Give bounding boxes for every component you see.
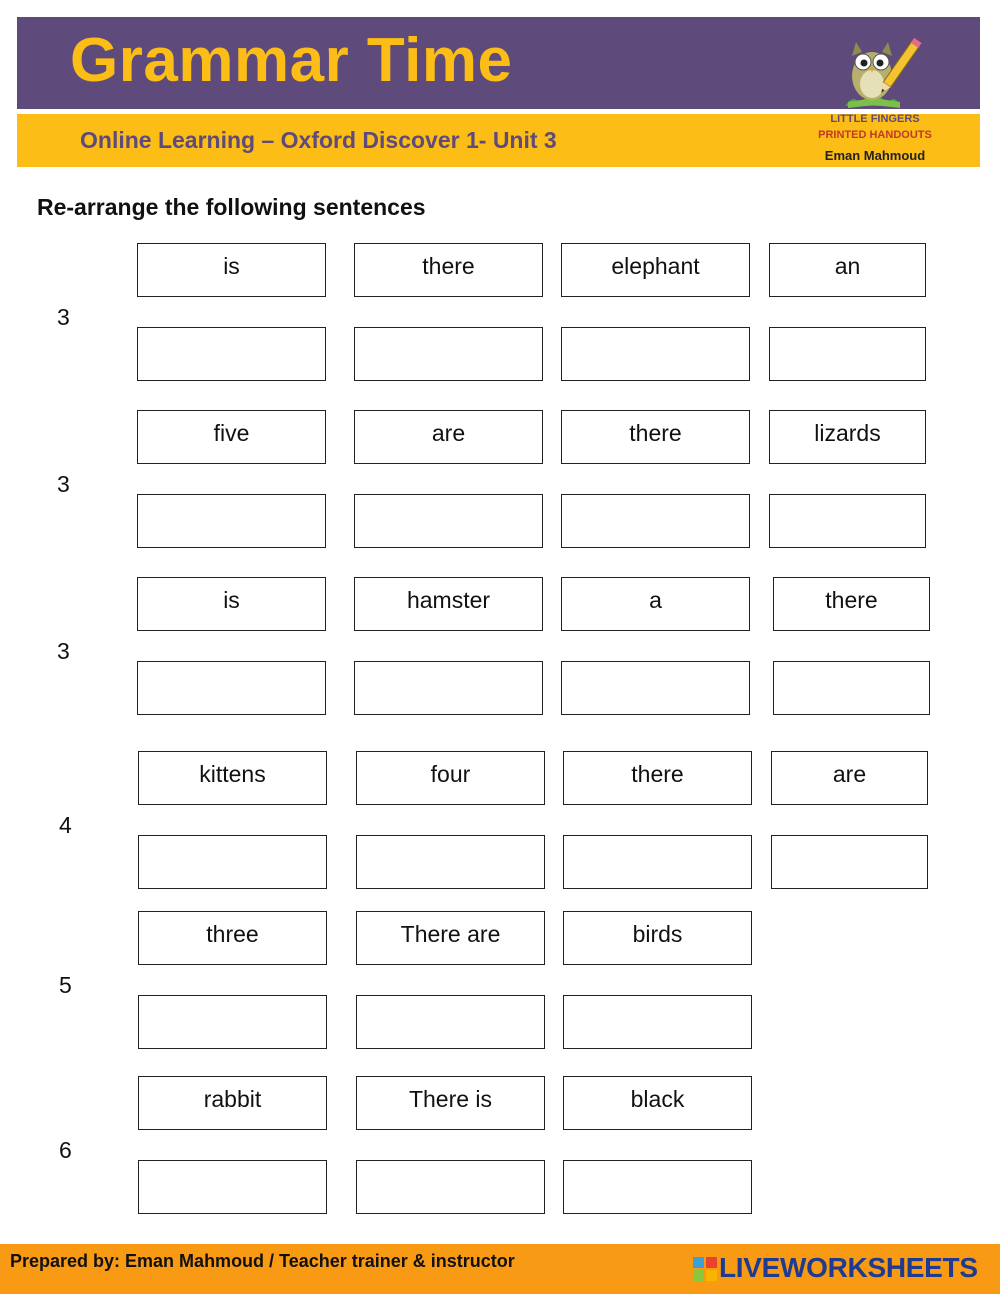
answer-drop-box[interactable] xyxy=(356,835,545,889)
word-card[interactable]: an xyxy=(769,243,926,297)
answer-drop-box[interactable] xyxy=(771,835,928,889)
word-card[interactable]: there xyxy=(561,410,750,464)
owl-mascot-icon xyxy=(800,28,950,114)
answer-drop-box[interactable] xyxy=(773,661,930,715)
answer-drop-box[interactable] xyxy=(354,327,543,381)
word-card[interactable]: a xyxy=(561,577,750,631)
word-card[interactable]: lizards xyxy=(769,410,926,464)
footer-credit: Prepared by: Eman Mahmoud / Teacher trainer & instructor xyxy=(10,1251,515,1271)
word-card[interactable]: kittens xyxy=(138,751,327,805)
exercise-number: 4 xyxy=(59,812,72,838)
word-card[interactable]: birds xyxy=(563,911,752,965)
exercise-number: 5 xyxy=(59,972,72,998)
logo-brand-text: LITTLE FINGERS xyxy=(830,113,920,125)
word-card[interactable]: there xyxy=(773,577,930,631)
answer-drop-box[interactable] xyxy=(138,1160,327,1214)
word-card[interactable]: there xyxy=(563,751,752,805)
answer-drop-box[interactable] xyxy=(561,661,750,715)
answer-drop-box[interactable] xyxy=(563,1160,752,1214)
answer-drop-box[interactable] xyxy=(356,995,545,1049)
page-subtitle: Online Learning – Oxford Discover 1- Unit 3 xyxy=(80,127,557,153)
word-card[interactable]: five xyxy=(137,410,326,464)
logo-tagline: PRINTED HANDOUTS xyxy=(818,129,932,141)
answer-drop-box[interactable] xyxy=(138,835,327,889)
word-card[interactable]: There are xyxy=(356,911,545,965)
word-card[interactable]: there xyxy=(354,243,543,297)
answer-drop-box[interactable] xyxy=(137,661,326,715)
answer-drop-box[interactable] xyxy=(138,995,327,1049)
word-card[interactable]: rabbit xyxy=(138,1076,327,1130)
word-card[interactable]: is xyxy=(137,243,326,297)
word-card[interactable]: are xyxy=(354,410,543,464)
answer-drop-box[interactable] xyxy=(137,494,326,548)
answer-drop-box[interactable] xyxy=(137,327,326,381)
instructions-heading: Re-arrange the following sentences xyxy=(37,194,426,220)
answer-drop-box[interactable] xyxy=(356,1160,545,1214)
word-card[interactable]: There is xyxy=(356,1076,545,1130)
word-card[interactable]: four xyxy=(356,751,545,805)
exercise-number: 3 xyxy=(57,638,70,664)
liveworksheets-brand: LIVEWORKSHEETS xyxy=(719,1252,978,1283)
answer-drop-box[interactable] xyxy=(354,494,543,548)
answer-drop-box[interactable] xyxy=(769,327,926,381)
answer-drop-box[interactable] xyxy=(561,327,750,381)
word-card[interactable]: black xyxy=(563,1076,752,1130)
word-card[interactable]: three xyxy=(138,911,327,965)
exercise-number: 3 xyxy=(57,471,70,497)
exercise-number: 3 xyxy=(57,304,70,330)
little-fingers-logo xyxy=(800,28,950,168)
word-card[interactable]: are xyxy=(771,751,928,805)
word-card[interactable]: elephant xyxy=(561,243,750,297)
answer-drop-box[interactable] xyxy=(563,995,752,1049)
exercise-number: 6 xyxy=(59,1137,72,1163)
answer-drop-box[interactable] xyxy=(563,835,752,889)
logo-author: Eman Mahmoud xyxy=(824,148,926,163)
word-card[interactable]: hamster xyxy=(354,577,543,631)
page-title: Grammar Time xyxy=(70,26,513,95)
answer-drop-box[interactable] xyxy=(769,494,926,548)
answer-drop-box[interactable] xyxy=(561,494,750,548)
liveworksheets-logo-icon xyxy=(693,1257,717,1281)
answer-drop-box[interactable] xyxy=(354,661,543,715)
word-card[interactable]: is xyxy=(137,577,326,631)
